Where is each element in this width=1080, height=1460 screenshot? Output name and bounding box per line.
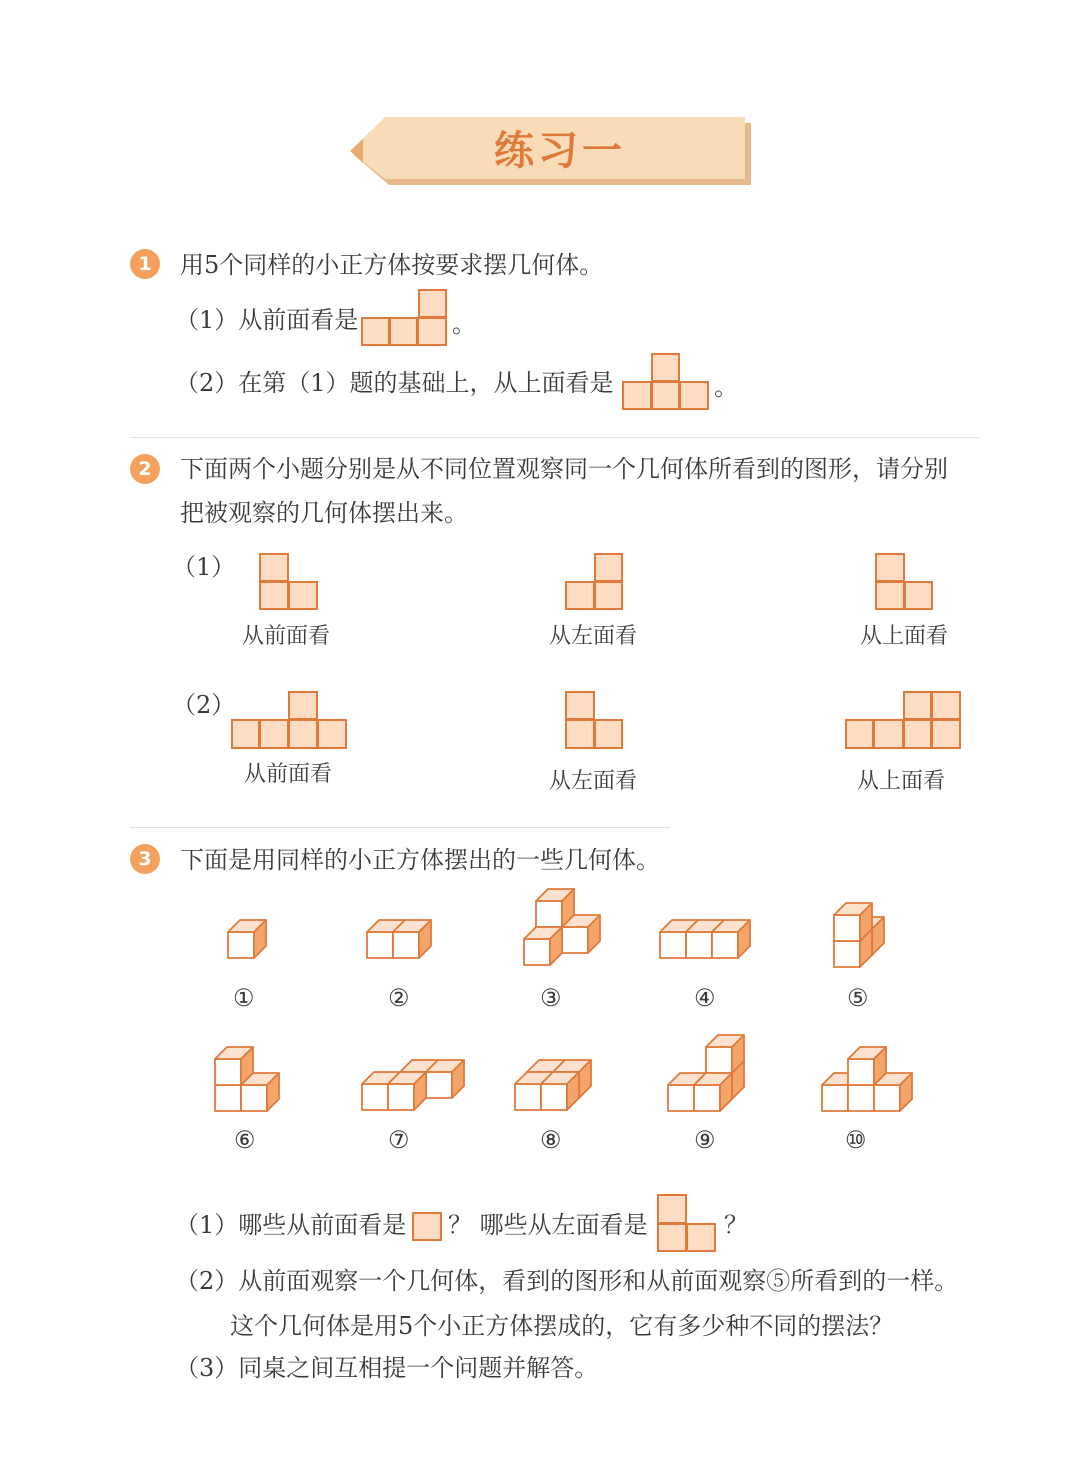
solid-figure-3 (522, 905, 584, 967)
question-1-badge: 1 (130, 249, 160, 279)
solid-figure-9 (666, 1053, 746, 1113)
q3-part2-line1: （2）从前面观察一个几何体，看到的图形和从前面观察⑤所看到的一样。 (175, 1267, 959, 1295)
figure-4-label: ④ (694, 984, 716, 1012)
q3-part1-text-b: ？ 哪些从左面看是 (448, 1211, 648, 1239)
figure-7-label: ⑦ (388, 1126, 410, 1154)
figure-6-label: ⑥ (234, 1126, 256, 1154)
solid-figure-4 (658, 918, 758, 960)
question-2-badge: 2 (130, 454, 160, 484)
figure-10-label: ⑩ (845, 1126, 867, 1154)
q1-part2-end: 。 (714, 373, 738, 401)
figure-1-label: ① (233, 984, 255, 1012)
solid-figure-2 (365, 918, 437, 960)
q2-part2-label: （2） (172, 691, 236, 719)
solid-figure-10 (820, 1035, 900, 1113)
q1-part2-text: （2）在第（1）题的基础上，从上面看是 (175, 369, 614, 397)
figure-3-label: ③ (540, 984, 562, 1012)
question-3-text: 下面是用同样的小正方体摆出的一些几何体。 (180, 846, 660, 874)
solid-figure-6 (213, 1045, 283, 1113)
page-title: 练习一 (494, 127, 626, 174)
q3-part1-text-c: ？ (724, 1211, 748, 1239)
figure-5-label: ⑤ (847, 984, 869, 1012)
solid-figure-7 (360, 1060, 440, 1112)
q3-part3-text: （3）同桌之间互相提一个问题并解答。 (175, 1354, 599, 1382)
question-1-text: 用5个同样的小正方体按要求摆几何体。 (180, 251, 604, 279)
q2-part1-label: （1） (172, 553, 236, 581)
q3-part1-text-a: （1）哪些从前面看是 (175, 1211, 407, 1239)
q2-2-top-caption: 从上面看 (857, 769, 946, 794)
figure-2-label: ② (388, 984, 410, 1012)
question-2-line2: 把被观察的几何体摆出来。 (180, 499, 468, 527)
q2-1-left-caption: 从左面看 (549, 624, 638, 649)
q2-1-front-caption: 从前面看 (242, 624, 331, 649)
solid-figure-8 (513, 1060, 593, 1112)
figure-9-label: ⑨ (694, 1126, 716, 1154)
divider-1 (130, 437, 980, 438)
q2-2-left-caption: 从左面看 (549, 769, 638, 794)
q1-part1-end: 。 (452, 310, 476, 338)
q1-part1-text: （1）从前面看是 (175, 306, 359, 334)
solid-figure-1 (226, 918, 270, 960)
question-2-line1: 下面两个小题分别是从不同位置观察同一个几何体所看到的图形，请分别 (180, 455, 948, 483)
figure-8-label: ⑧ (540, 1126, 562, 1154)
q3-part1-single-square-figure (412, 1212, 442, 1241)
q2-2-front-caption: 从前面看 (244, 762, 333, 787)
question-3-badge: 3 (130, 844, 160, 874)
q3-part2-line2: 这个几何体是用5个小正方体摆成的，它有多少种不同的摆法？ (230, 1312, 894, 1340)
divider-2 (130, 827, 670, 828)
q2-1-top-caption: 从上面看 (860, 624, 949, 649)
solid-figure-5 (832, 893, 886, 969)
